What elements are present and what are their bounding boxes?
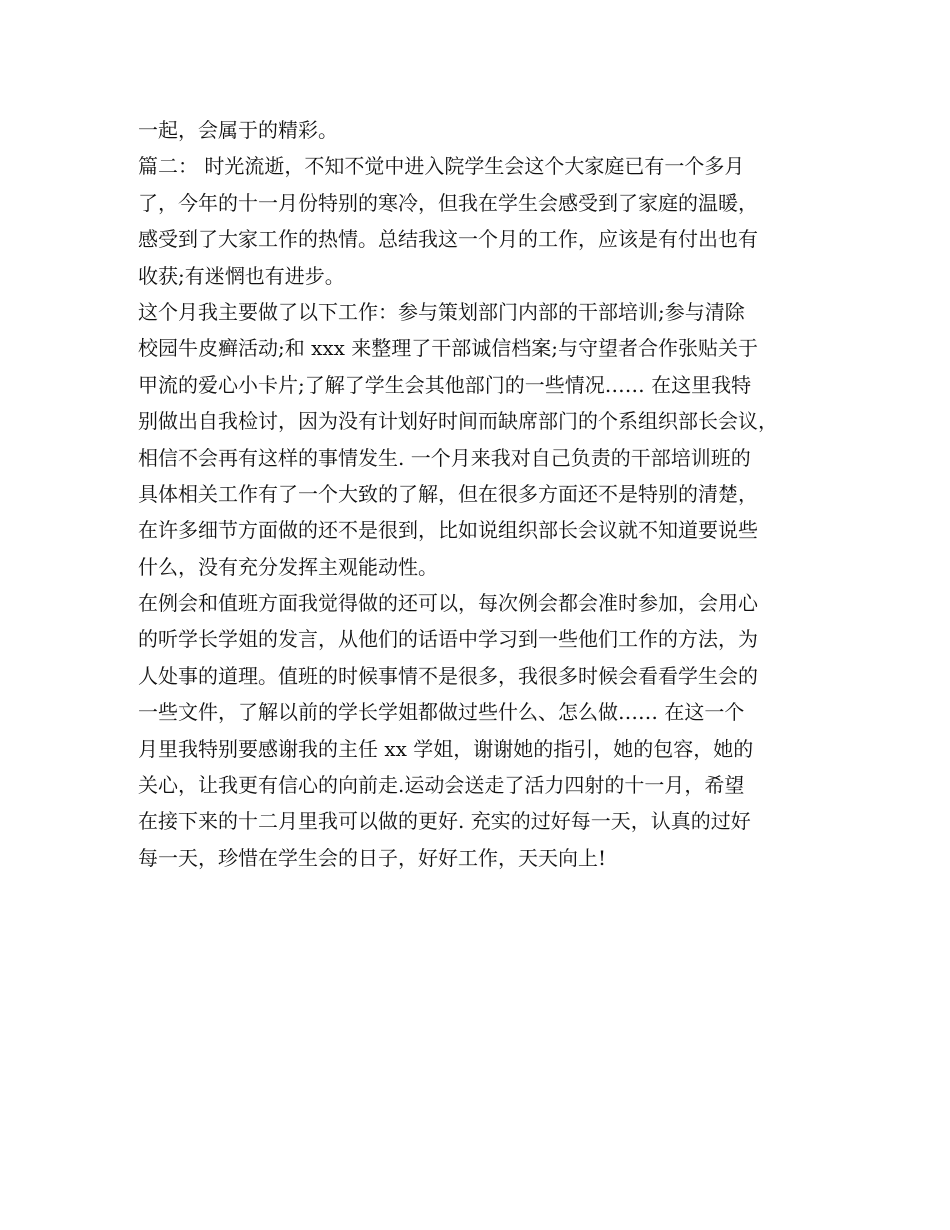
text-line: 具体相关工作有了一个大致的了解，但在很多方面还不是特别的清楚， [138,481,758,506]
text-line: 别做出自我检讨，因为没有计划好时间而缺席部门的个系组织部长会议， [138,409,778,434]
text-line: 每一天，珍惜在学生会的日子，好好工作，天天向上! [138,845,607,870]
text-line: 这个月我主要做了以下工作：参与策划部门内部的干部培训;参与清除 [138,299,745,324]
text-line: 在接下来的十二月里我可以做的更好. 充实的过好每一天，认真的过好 [138,809,751,834]
document-body [138,112,814,876]
text-line: 的听学长学姐的发言，从他们的话语中学习到一些他们工作的方法，为 [138,627,758,652]
text-line: 校园牛皮癣活动;和 xxx 来整理了干部诚信档案;与守望者合作张贴关于 [138,336,759,361]
text-line: 相信不会再有这样的事情发生. 一个月来我对自己负责的干部培训班的 [138,445,751,470]
text-line: 感受到了大家工作的热情。总结我这一个月的工作，应该是有付出也有 [138,227,758,252]
text-line: 一起，会属于的精彩。 [138,118,338,142]
text-line: 在例会和值班方面我觉得做的还可以，每次例会都会准时参加，会用心 [138,591,758,616]
text-line: 篇二： 时光流逝，不知不觉中进入院学生会这个大家庭已有一个多月 [138,154,745,179]
text-line: 收获;有迷惘也有进步。 [138,263,345,288]
text-line: 人处事的道理。值班的时候事情不是很多，我很多时候会看看学生会的 [138,663,758,688]
text-line: 了，今年的十一月份特别的寒冷，但我在学生会感受到了家庭的温暖， [138,190,758,215]
text-line: 月里我特别要感谢我的主任 xx 学姐，谢谢她的指引，她的包容，她的 [138,736,754,761]
text-line: 什么，没有充分发挥主观能动性。 [138,554,438,579]
text-line: 一些文件，了解以前的学长学姐都做过些什么、怎么做…… 在这一个 [138,700,745,725]
text-line: 甲流的爱心小卡片;了解了学生会其他部门的一些情况…… 在这里我特 [138,372,752,397]
text-line: 在许多细节方面做的还不是很到，比如说组织部长会议就不知道要说些 [138,518,758,543]
text-line: 关心，让我更有信心的向前走.运动会送走了活力四射的十一月，希望 [138,773,745,798]
